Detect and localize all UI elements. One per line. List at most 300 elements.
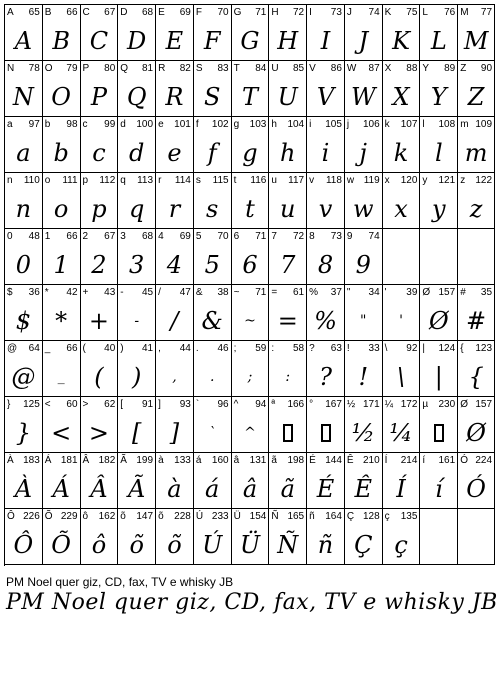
glyph-cell (194, 341, 232, 397)
glyph-cell (269, 397, 307, 453)
cell-char: Á (44, 455, 52, 466)
cell-label (120, 287, 153, 298)
cell-label (385, 343, 418, 354)
cell-char: N (7, 63, 15, 74)
empty-cell (420, 509, 458, 565)
cell-label (83, 63, 116, 74)
cell-code: 79 (66, 63, 78, 74)
cell-code: 38 (217, 287, 229, 298)
glyph-cell (307, 5, 345, 61)
cell-code: 99 (104, 119, 116, 130)
cell-char: q (120, 175, 126, 186)
cell-glyph: m (464, 138, 488, 167)
glyph-cell (345, 453, 383, 509)
cell-char: á (195, 455, 202, 466)
cell-code: 102 (211, 119, 229, 130)
cell-label (234, 455, 267, 466)
cell-glyph: ç (394, 530, 408, 559)
cell-code: 157 (475, 399, 493, 410)
glyph-cell (269, 509, 307, 565)
glyph-cell (383, 453, 421, 509)
cell-label (196, 399, 229, 410)
cell-char: s (195, 175, 201, 186)
cell-glyph: ; (247, 368, 253, 385)
cell-char: ñ (309, 511, 315, 522)
cell-char: C (82, 7, 90, 18)
cell-code: 114 (174, 175, 191, 186)
cell-glyph: B (52, 26, 70, 55)
cell-label (422, 175, 455, 186)
glyph-cell (269, 341, 307, 397)
cell-char: Y (422, 63, 430, 74)
cell-char: . (195, 343, 199, 354)
cell-glyph: Ó (466, 474, 486, 503)
cell-glyph: s (206, 194, 219, 223)
cell-char: ¼ (384, 399, 393, 410)
cell-glyph: Ü (239, 530, 261, 559)
cell-code: 133 (174, 455, 191, 466)
cell-label (45, 63, 78, 74)
glyph-cell (269, 229, 307, 285)
cell-glyph: U (277, 82, 298, 111)
cell-glyph (420, 415, 457, 450)
cell-code: 58 (293, 343, 305, 354)
cell-char: 7 (271, 231, 277, 242)
cell-char: Ô (7, 511, 15, 522)
glyph-cell (307, 61, 345, 117)
glyph-cell (81, 61, 119, 117)
cell-code: 171 (362, 399, 380, 410)
cell-label (234, 511, 267, 522)
cell-char: r (158, 175, 162, 186)
cell-label (7, 119, 40, 130)
cell-label (120, 343, 153, 354)
cell-glyph: Y (430, 82, 447, 111)
cell-glyph: | (434, 362, 443, 391)
glyph-cell (232, 285, 270, 341)
glyph-cell (345, 5, 383, 61)
cell-glyph: í (434, 474, 443, 503)
cell-glyph: J (358, 26, 369, 55)
cell-code: 113 (137, 175, 154, 186)
cell-glyph: ã (280, 474, 295, 503)
cell-char: O (44, 63, 53, 74)
cell-glyph: 7 (280, 250, 296, 279)
cell-glyph: 4 (166, 250, 183, 279)
cell-label (158, 455, 191, 466)
glyph-cell (307, 285, 345, 341)
glyph-cell (269, 173, 307, 229)
cell-char: Q (120, 63, 129, 74)
cell-glyph: S (203, 82, 221, 111)
glyph-cell (383, 61, 421, 117)
cell-char: Ç (346, 511, 355, 522)
cell-code: 76 (444, 7, 456, 18)
missing-glyph-box-icon (283, 424, 293, 442)
cell-glyph: Ê (354, 474, 373, 503)
cell-code: 81 (141, 63, 154, 74)
cell-label (45, 399, 78, 410)
cell-glyph: ] (169, 418, 180, 447)
glyph-cell (118, 397, 156, 453)
cell-char: P (82, 63, 90, 74)
cell-glyph: T (241, 82, 258, 111)
glyph-cell (383, 285, 421, 341)
cell-label (196, 7, 229, 18)
cell-glyph: É (316, 474, 335, 503)
cell-char: D (120, 7, 128, 18)
cell-glyph: ô (91, 530, 107, 559)
cell-char: { (460, 343, 464, 354)
cell-glyph: i (321, 138, 330, 167)
cell-label (309, 287, 342, 298)
cell-glyph: [ (131, 418, 142, 447)
cell-glyph: @ (11, 362, 36, 391)
cell-glyph: v (318, 194, 333, 223)
cell-char: É (309, 455, 316, 466)
cell-glyph: f (207, 138, 217, 167)
cell-char: 9 (346, 231, 353, 242)
cell-label (120, 231, 153, 242)
cell-code: 84 (255, 63, 267, 74)
cell-glyph: p (91, 194, 107, 223)
cell-glyph: À (14, 474, 33, 503)
cell-label (234, 63, 267, 74)
cell-label (120, 455, 153, 466)
glyph-cell (43, 509, 81, 565)
cell-label (158, 63, 191, 74)
cell-label (7, 63, 40, 74)
glyph-cell (5, 117, 43, 173)
glyph-cell (383, 173, 421, 229)
cell-code: 111 (62, 175, 78, 186)
glyph-cell (194, 509, 232, 565)
cell-char: ( (82, 343, 86, 354)
cell-label (385, 399, 418, 410)
glyph-cell (345, 229, 383, 285)
glyph-cell (81, 117, 119, 173)
cell-char: Õ (44, 511, 53, 522)
cell-label (158, 399, 191, 410)
cell-glyph: R (165, 82, 184, 111)
cell-label (83, 231, 116, 242)
cell-code: 164 (325, 511, 342, 522)
cell-glyph: 0 (15, 250, 32, 279)
cell-code: 41 (141, 343, 154, 354)
cell-char: ~ (233, 287, 240, 298)
cell-glyph: Õ (51, 530, 71, 559)
cell-char: / (158, 287, 161, 298)
cell-label (309, 399, 342, 410)
cell-char: \ (384, 343, 388, 354)
cell-code: 74 (368, 231, 380, 242)
glyph-cell (43, 285, 81, 341)
glyph-cell (81, 229, 119, 285)
cell-label (45, 175, 78, 186)
cell-char: L (422, 7, 428, 18)
cell-code: 198 (287, 455, 305, 466)
cell-glyph: Ñ (277, 530, 299, 559)
cell-char: 8 (309, 231, 315, 242)
cell-code: 110 (23, 175, 40, 186)
cell-glyph: l (434, 138, 443, 167)
cell-glyph: ^ (244, 424, 256, 441)
glyph-cell (307, 509, 345, 565)
cell-glyph: & (201, 306, 223, 335)
glyph-cell (156, 61, 194, 117)
cell-label (309, 63, 342, 74)
glyph-cell (118, 61, 156, 117)
cell-char: [ (120, 399, 124, 410)
glyph-cell (232, 341, 270, 397)
cell-label (385, 119, 418, 130)
cell-label (158, 175, 191, 186)
cell-label (234, 119, 267, 130)
glyph-cell (43, 173, 81, 229)
cell-char: ] (158, 399, 161, 410)
cell-code: 45 (141, 287, 154, 298)
cell-code: 36 (28, 287, 40, 298)
cell-label (422, 455, 455, 466)
cell-code: 183 (23, 455, 40, 466)
cell-glyph: Ú (202, 530, 223, 559)
glyph-cell (118, 229, 156, 285)
cell-glyph: C (89, 26, 109, 55)
glyph-cell (5, 453, 43, 509)
cell-label (7, 511, 40, 522)
cell-char: S (195, 63, 203, 74)
glyph-cell (194, 229, 232, 285)
cell-char: } (7, 399, 11, 410)
cell-code: 122 (475, 175, 493, 186)
cell-glyph: - (134, 312, 140, 329)
cell-char: u (271, 175, 277, 186)
cell-label (347, 455, 380, 466)
cell-code: 160 (211, 455, 229, 466)
cell-glyph: c (92, 138, 106, 167)
cell-code: 181 (60, 455, 78, 466)
cell-code: 71 (255, 287, 267, 298)
glyph-cell (156, 173, 194, 229)
glyph-cell (5, 397, 43, 453)
cell-glyph: ñ (317, 530, 334, 559)
cell-char: l (422, 119, 425, 130)
cell-code: 77 (480, 7, 493, 18)
glyph-cell (43, 341, 81, 397)
cell-code: 104 (287, 119, 305, 130)
empty-cell (458, 509, 495, 565)
cell-label (158, 343, 191, 354)
glyph-cell (307, 397, 345, 453)
cell-glyph: _ (57, 368, 65, 385)
cell-glyph: n (15, 194, 32, 223)
cell-label (271, 231, 304, 242)
glyph-cell (458, 117, 495, 173)
cell-label (196, 343, 229, 354)
glyph-cell (5, 173, 43, 229)
glyph-cell (194, 173, 232, 229)
cell-char: f (195, 119, 199, 130)
cell-code: 75 (406, 7, 418, 18)
cell-char: | (422, 343, 426, 354)
cell-glyph: Ã (128, 474, 146, 503)
cell-code: 37 (330, 287, 342, 298)
cell-label (460, 63, 492, 74)
cell-label (83, 455, 116, 466)
cell-label (347, 119, 380, 130)
cell-code: 167 (325, 399, 342, 410)
cell-code: 89 (444, 63, 456, 74)
cell-glyph: A (14, 26, 33, 55)
cell-label (158, 287, 191, 298)
cell-code: 98 (66, 119, 78, 130)
glyph-cell (232, 453, 270, 509)
grid-row (5, 453, 495, 509)
cell-code: 100 (136, 119, 154, 130)
cell-code: 73 (330, 231, 342, 242)
cell-label (309, 7, 342, 18)
glyph-cell (269, 117, 307, 173)
cell-code: 44 (179, 343, 191, 354)
cell-glyph: Â (90, 474, 108, 503)
cell-glyph: 6 (242, 250, 258, 279)
glyph-cell (420, 397, 458, 453)
cell-glyph: a (16, 138, 31, 167)
glyph-cell (269, 61, 307, 117)
cell-char: 3 (120, 231, 126, 242)
cell-code: 83 (217, 63, 229, 74)
cell-glyph: y (432, 194, 446, 223)
cell-char: K (384, 7, 392, 18)
grid-row (5, 173, 495, 229)
cell-code: 116 (250, 175, 267, 186)
cell-label (347, 399, 380, 410)
cell-glyph: I (320, 26, 331, 55)
cell-label (385, 7, 418, 18)
cell-glyph: Z (467, 82, 485, 111)
cell-label (234, 7, 267, 18)
grid-row (5, 397, 495, 453)
cell-glyph: ) (131, 362, 142, 391)
cell-glyph: * (55, 306, 68, 335)
cell-code: 82 (179, 63, 191, 74)
cell-glyph: # (466, 306, 487, 335)
cell-code: 135 (400, 511, 418, 522)
cell-char: Ü (233, 511, 241, 522)
cell-char: â (233, 455, 240, 466)
missing-glyph-box-icon (434, 424, 444, 442)
glyph-cell (118, 5, 156, 61)
cell-char: I (309, 7, 312, 18)
cell-char: ° (309, 399, 314, 410)
cell-char: ^ (233, 399, 239, 410)
cell-char: 0 (7, 231, 13, 242)
cell-code: 166 (287, 399, 305, 410)
cell-glyph: H (277, 26, 299, 55)
cell-glyph: % (314, 306, 337, 335)
cell-glyph: Ç (354, 530, 373, 559)
cell-char: U (271, 63, 279, 74)
glyph-cell (194, 5, 232, 61)
glyph-cell (420, 5, 458, 61)
glyph-cell (383, 117, 421, 173)
cell-char: Ø (460, 399, 468, 410)
cell-label (385, 511, 418, 522)
cell-glyph: á (205, 474, 220, 503)
cell-label (196, 287, 229, 298)
cell-glyph: q (128, 194, 145, 223)
glyph-cell (43, 61, 81, 117)
cell-char: Í (384, 455, 388, 466)
glyph-cell (232, 61, 270, 117)
cell-char: " (346, 287, 351, 298)
cell-char: ç (384, 511, 390, 522)
glyph-cell (383, 5, 421, 61)
cell-glyph: / (170, 306, 179, 335)
cell-label (309, 511, 342, 522)
glyph-cell (458, 173, 495, 229)
cell-label (422, 287, 455, 298)
cell-glyph: < (51, 418, 72, 447)
cell-glyph: d (128, 138, 145, 167)
cell-label (309, 119, 342, 130)
cell-char: # (460, 287, 466, 298)
grid-row (5, 117, 495, 173)
cell-code: 74 (368, 7, 380, 18)
cell-code: 78 (28, 63, 40, 74)
glyph-cell (194, 453, 232, 509)
cell-char: Â (82, 455, 90, 466)
cell-char: e (158, 119, 164, 130)
cell-code: 69 (179, 231, 191, 242)
cell-code: 117 (288, 175, 305, 186)
cell-code: 144 (325, 455, 342, 466)
glyph-cell (232, 229, 270, 285)
cell-glyph: u (280, 194, 296, 223)
cell-char: Ê (346, 455, 354, 466)
glyph-cell (232, 509, 270, 565)
cell-code: 128 (362, 511, 380, 522)
cell-code: 71 (255, 231, 267, 242)
glyph-cell (5, 341, 43, 397)
cell-glyph: 8 (317, 250, 334, 279)
cell-glyph: ! (358, 362, 369, 391)
glyph-cell (307, 117, 345, 173)
cell-code: 86 (330, 63, 342, 74)
cell-code: 105 (325, 119, 342, 130)
cell-label (196, 119, 229, 130)
glyph-cell (156, 5, 194, 61)
cell-code: 106 (362, 119, 380, 130)
cell-code: 131 (249, 455, 267, 466)
cell-glyph: D (127, 26, 147, 55)
glyph-cell (43, 453, 81, 509)
cell-code: 66 (66, 231, 78, 242)
cell-code: 72 (293, 231, 305, 242)
cell-label (385, 175, 418, 186)
cell-code: 229 (60, 511, 78, 522)
glyph-cell (194, 397, 232, 453)
cell-label (158, 7, 191, 18)
cell-code: 124 (438, 343, 456, 354)
cell-label (196, 455, 229, 466)
cell-label (120, 399, 153, 410)
cell-glyph: \ (396, 362, 406, 391)
cell-code: 62 (104, 399, 116, 410)
glyph-cell (345, 61, 383, 117)
cell-label (83, 175, 116, 186)
cell-code: 119 (363, 175, 380, 186)
